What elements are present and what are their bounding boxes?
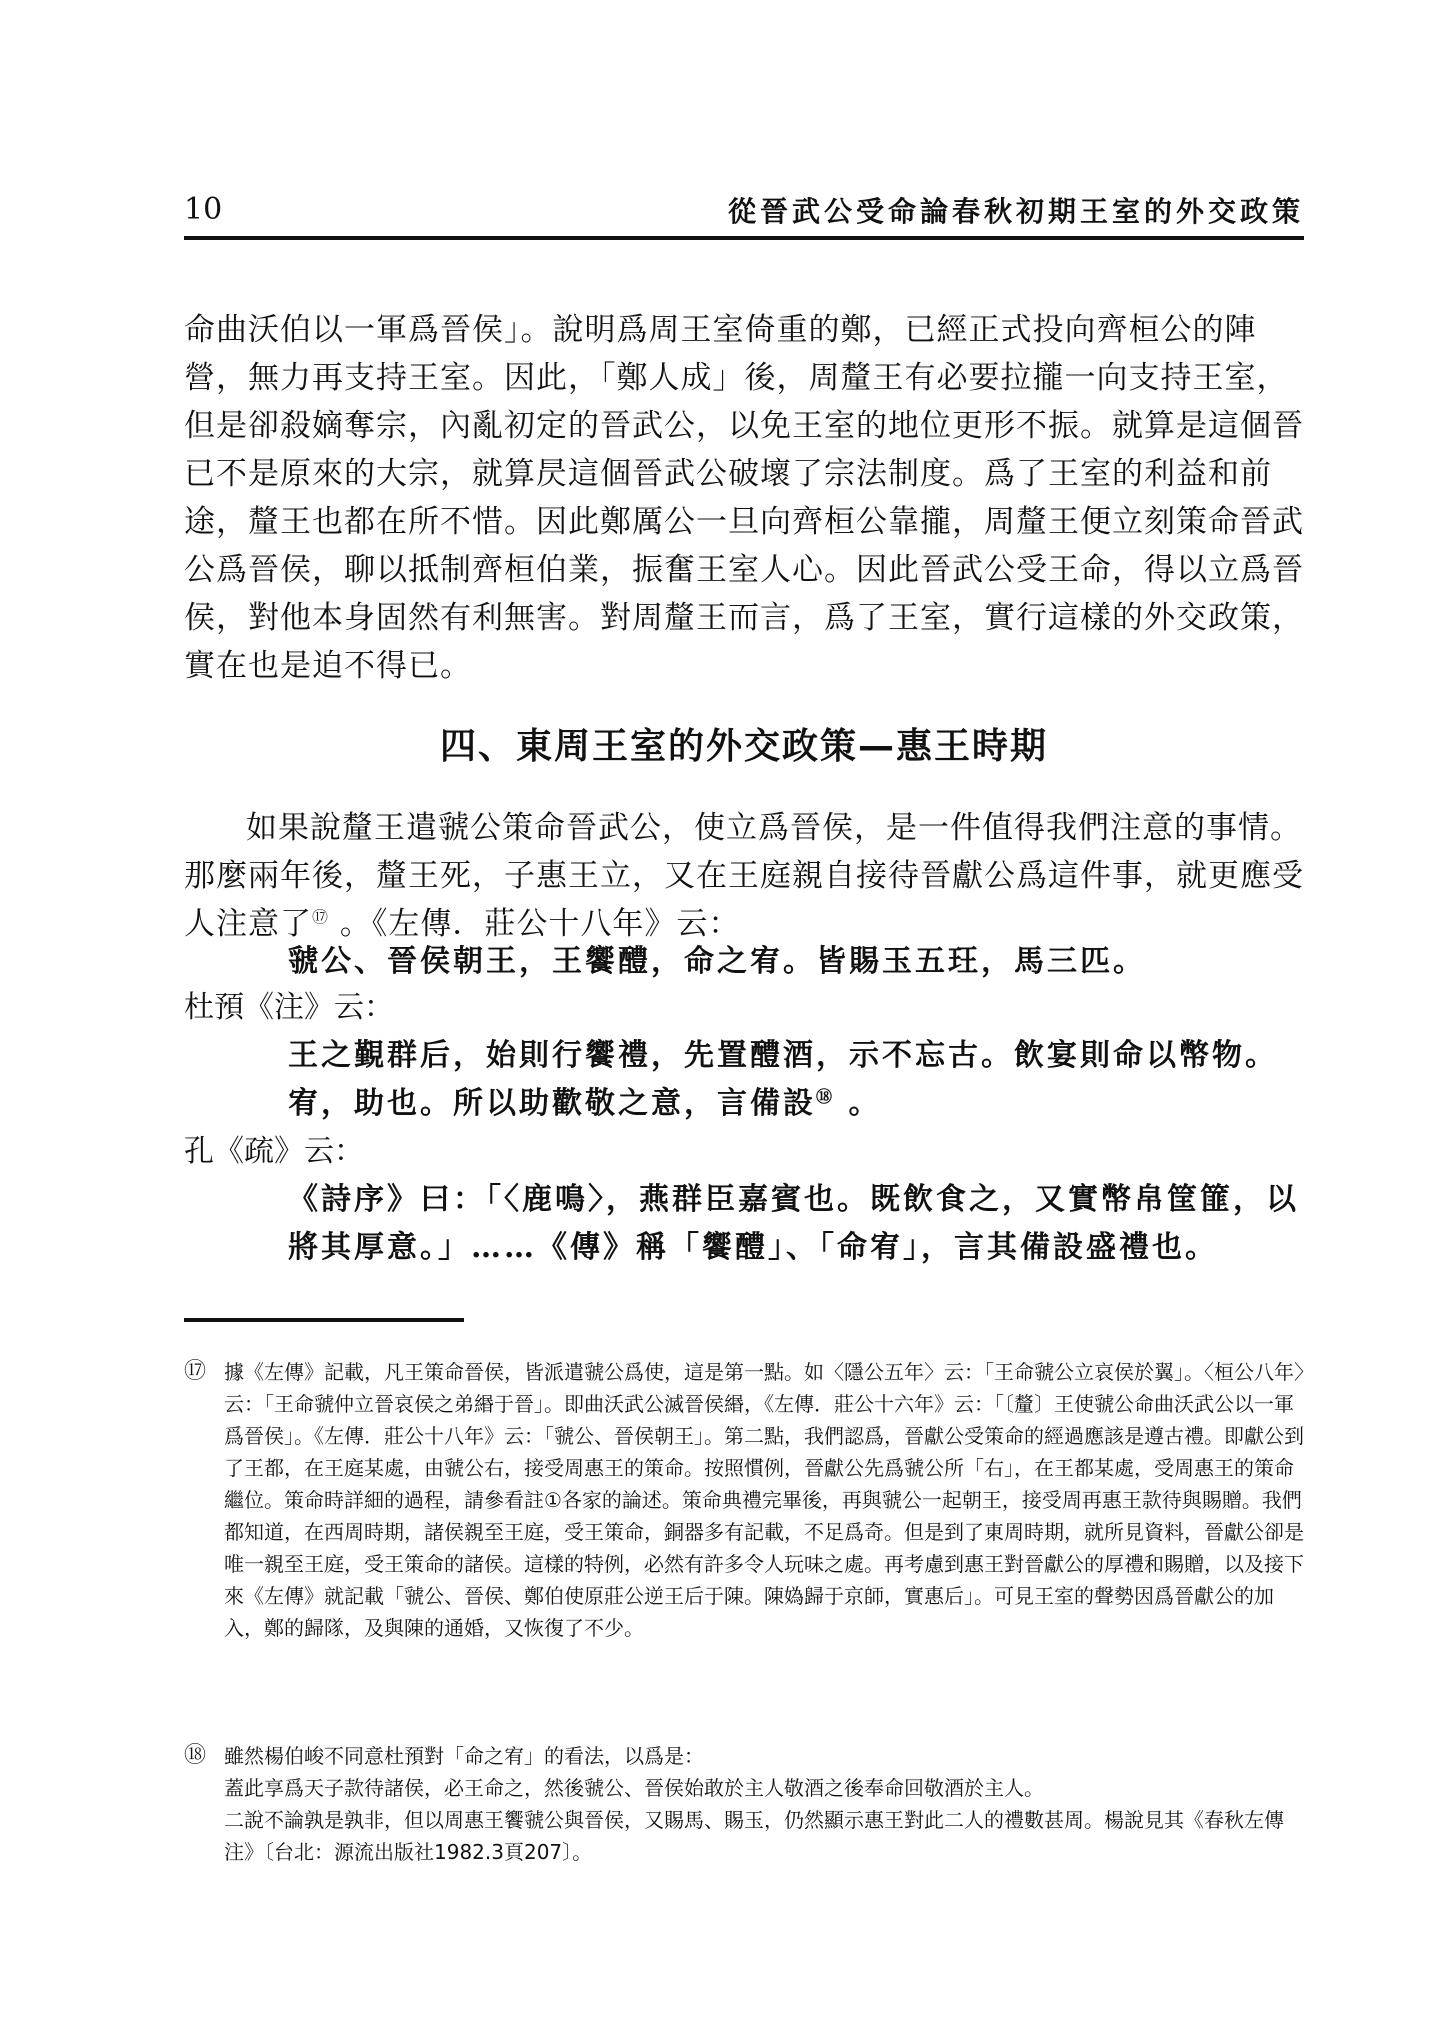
footnote-18 bbox=[184, 1740, 1304, 1880]
section-heading: 四、東周王室的外交政策—惠王時期 bbox=[439, 726, 1048, 767]
footnote-ref-17[interactable]: ⑰ bbox=[312, 907, 330, 927]
paragraph-2 bbox=[184, 804, 1304, 948]
footnote-ref-18[interactable]: ⑱ bbox=[816, 1087, 836, 1106]
quote-zuozhuan: 虢公、晉侯朝王，王饗醴，命之宥。皆賜玉五玨，馬三匹。 bbox=[288, 944, 1146, 979]
footnote-17-mark: ⑰ bbox=[184, 1359, 207, 1384]
header-rule bbox=[184, 236, 1304, 240]
intro-du-yu: 杜預《注》云： bbox=[184, 990, 394, 1025]
intro-kong-shu: 孔《疏》云： bbox=[184, 1134, 364, 1169]
running-title: 從晉武公受命論春秋初期王室的外交政策 bbox=[727, 195, 1304, 228]
quote-kong-shu: 《詩序》曰：「〈鹿鳴〉，燕群臣嘉賓也。既飲食之，又實幣帛筐篚，以將其厚意。」……《傳》稱「饗醴」、「命宥」，言其備設盛禮也。 bbox=[288, 1182, 1299, 1265]
footnote-18-mark: ⑱ bbox=[184, 1743, 207, 1768]
paragraph-2-tail: 。《左傳．莊公十八年》云： bbox=[329, 906, 741, 942]
footnote-17 bbox=[184, 1356, 1304, 1736]
footnote-17-text: 據《左傳》記載，凡王策命晉侯，皆派遣虢公爲使，這是第一點。如〈隱公五年〉云：「王命虢公立哀侯於翼」。〈桓公八年〉云：「王命虢仲立晉哀侯之弟緡于晉」。即曲沃武公滅晉侯緡，《左傳．莊公十六年》云：「〔釐〕王使虢公命曲沃武公以一軍爲晉侯」。《左傳．莊公十八年》云：「虢公、晉侯朝王」。第二點，我們認爲，晉獻公受策命的經過應該是遵古禮。即獻公到了王都，在王庭某處，由虢公右，接受周惠王的策命。按照慣例，晉獻公先爲虢公所「右」，在王都某處，受周惠王的策命繼位。策命時詳細的過程，請參看註①各家的論述。策命典禮完畢後，再與虢公一起朝王，接受周再惠王款待與賜贈。我們都知道，在西周時期，諸侯親至王庭，受王策命，銅器多有記載，不足爲奇。但是到了東周時期，就所見資料，晉獻公卻是唯一親至王庭，受王策命的諸侯。這樣的特例，必然有許多令人玩味之處。再考慮到惠王對晉獻公的厚禮和賜贈，以及接下來《左傳》就記載「虢公、晉侯、鄭伯使原莊公逆王后于陳。陳媯歸于京師，實惠后」。可見王室的聲勢因爲晉獻公的加入，鄭的歸隊，及與陳的通婚，又恢復了不少。 bbox=[224, 1360, 1304, 1640]
quote-du-yu-tail: 。 bbox=[835, 1086, 882, 1121]
quote-du-yu bbox=[288, 1032, 1304, 1128]
page-number: 10 bbox=[184, 192, 223, 227]
paragraph-1: 命曲沃伯以一軍爲晉侯」。說明爲周王室倚重的鄭，已經正式投向齊桓公的陣營，無力再支持王室。因此，「鄭人成」後，周釐王有必要拉攏一向支持王室，但是卻殺嫡奪宗，內亂初定的晉武公，以免王室的地位更形不振。就算是這個晉已不是原來的大宗，就算昃這個晉武公破壞了宗法制度。爲了王室的利益和前途，釐王也都在所不惜。因此鄭厲公一旦向齊桓公靠攏，周釐王便立刻策命晉武公爲晉侯，聊以抵制齊桓伯業，振奮王室人心。因此晉武公受王命，得以立爲晉侯，對他本身固然有利無害。對周釐王而言，爲了王室，實行這樣的外交政策，實在也是迫不得已。 bbox=[184, 312, 1304, 684]
quote-du-yu-text: 王之覲群后，始則行饗禮，先置醴酒，示不忘古。飲宴則命以幣物。宥，助也。所以助歡敬之意，言備設 bbox=[288, 1038, 1278, 1121]
paragraph-2-text: 如果說釐王遣虢公策命晉武公，使立爲晉侯，是一件值得我們注意的事情。那麼兩年後，釐王死，子惠王立，又在王庭親自接待晉獻公爲這件事，就更應受人注意了 bbox=[184, 810, 1304, 942]
footnote-18-text: 雖然楊伯峻不同意杜預對「命之宥」的看法，以爲是： 蓋此享爲天子款待諸侯，必王命之，然後虢公、晉侯始敢於主人敬酒之後奉命回敬酒於主人。 二說不論孰是孰非，但以周惠王饗虢公與晉侯，又賜馬、賜玉，仍然顯示惠王對此二人的禮數甚周。楊說見其《春秋左傳注》〔台北：源流出版社1982.3頁207〕。 bbox=[224, 1744, 1284, 1864]
footnote-rule bbox=[184, 1318, 464, 1322]
page-header bbox=[184, 190, 1304, 236]
